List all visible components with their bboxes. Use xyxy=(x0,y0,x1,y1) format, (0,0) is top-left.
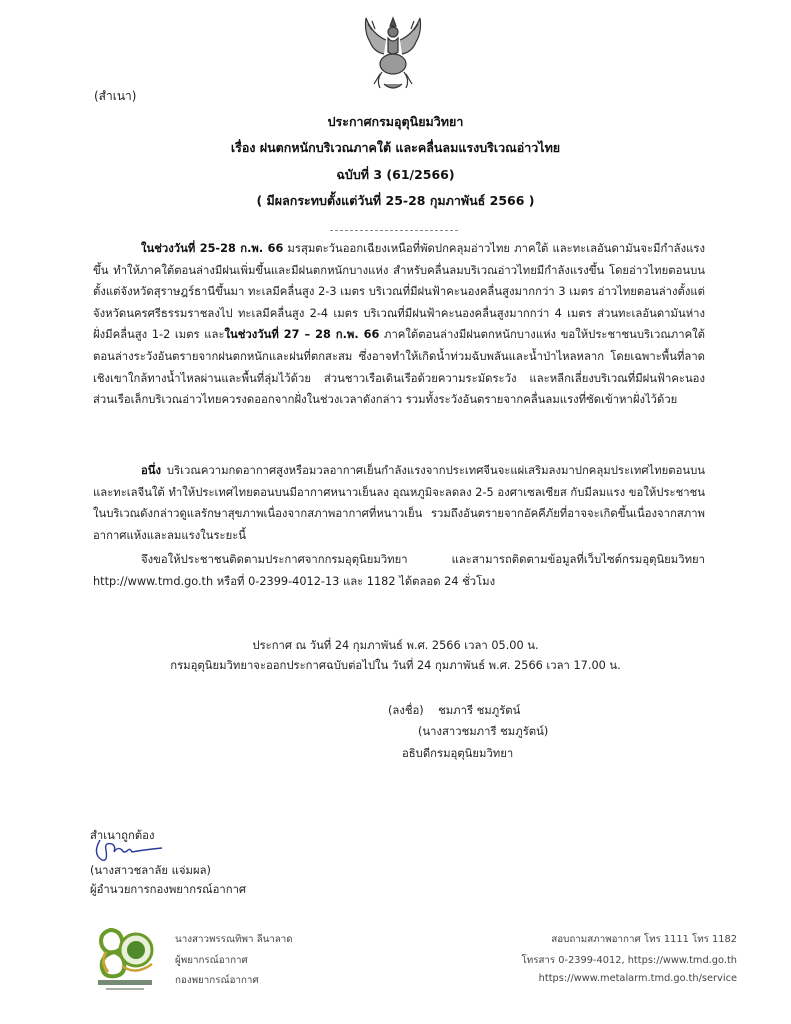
department-title: ประกาศกรมอุตุนิยมวิทยา xyxy=(327,114,464,129)
copy-tag: (สำเนา) xyxy=(94,89,137,103)
footer-fax-website[interactable]: โทรสาร 0-2399-4012, https://www.tmd.go.th xyxy=(521,955,737,966)
signatory-full-name: (นางสาวชมภารี ชมภูรัตน์) xyxy=(418,725,549,738)
tmd-80th-logo-icon xyxy=(92,922,158,994)
footer-phone: สอบถามสภาพอากาศ โทร 1111 โทร 1182 xyxy=(551,934,737,945)
next-issue-time: กรมอุตุนิยมวิทยาจะออกประกาศฉบับต่อไปใน วันที่ 24 กุมภาพันธ์ พ.ศ. 2566 เวลา 17.00 น. xyxy=(170,659,621,672)
certified-copy-label: สำเนาถูกต้อง xyxy=(90,829,155,842)
forecast-text-b: ภาคใต้ตอนล่างมีฝนตกหนักบางแห่ง ขอให้ประชาชนบริเวณภาคใต้ตอนล่างระวังอันตรายจากฝนตกหนักและฝนที่ตกสะสม ซึ่งอาจทำให้เกิดน้ำท่วมฉับพลันและน้ำป่าไหลหลาก โดยเฉพาะพื้นที่ลาดเชิงเขาใกล้ทางน้ำไหลผ่านและพื้นที่ลุ่มไว้ด้วย ส่วนชาวเรือเดินเรือด้วยความระมัดระวัง และหลีกเลี่ยงบริเวณที่มีฝนฟ้าคะนอง ส่วนเรือเล็กบริเวณอ่าวไทยควรงดออกจากฝั่งในช่วงเวลาดังกล่าว รวมทั้งระวังอันตรายจากคลื่นลมแรงที่ซัดเข้าหาฝั่งไว้ด้วย xyxy=(93,328,705,407)
separator-line xyxy=(330,230,458,231)
period-bold-1: ในช่วงวันที่ 25-28 ก.พ. 66 xyxy=(141,242,284,255)
paragraph-forecast xyxy=(93,238,705,411)
footer-service-link[interactable]: https://www.metalarm.tmd.go.th/service xyxy=(538,973,737,984)
forecast-text-a: มรสุมตะวันออกเฉียงเหนือที่พัดปกคลุมอ่าวไทย ภาคใต้ และทะเลอันดามันจะมีกำลังแรงขึ้น ทำให้ภาคใต้ตอนล่างมีฝนเพิ่มขึ้นและมีฝนตกหนักบางแห่ง สำหรับคลื่นลมบริเวณอ่าวไทยมีกำลังแรงขึ้น โดยอ่าวไทยตอนบนตั้งแต่จังหวัดสุราษฎร์ธานีขึ้นมา ทะเลมีคลื่นสูง 2-3 เมตร บริเวณที่มีฝนฟ้าคะนองคลื่นสูงมากกว่า 3 เมตร อ่าวไทยตอนล่างตั้งแต่จังหวัดนครศรีธรรมราชลงไป ทะเลมีคลื่นสูง 2-4 เมตร บริเวณที่มีฝนฟ้าคะนองคลื่นสูงมากกว่า 4 เมตร ส่วนทะเลอันดามันห่างฝั่งมีคลื่นสูง 1-2 เมตร และ xyxy=(93,242,705,342)
effective-period: ( มีผลกระทบตั้งแต่วันที่ 25-28 กุมภาพันธ์ 2566 ) xyxy=(256,193,535,208)
note-bold: อนึ่ง xyxy=(141,464,162,477)
footer-division: กองพยากรณ์อากาศ xyxy=(175,975,259,986)
garuda-emblem-icon xyxy=(358,12,428,94)
paragraph-cold-air xyxy=(93,460,705,546)
certifier-name: (นางสาวชลาลัย แจ่มผล) xyxy=(90,864,211,877)
paragraph-follow-up: จึงขอให้ประชาชนติดตามประกาศจากกรมอุตุนิยมวิทยา และสามารถติดตามข้อมูลที่เว็บไซต์กรมอุตุนิยมวิทยา http://www.tmd.go.th หรือที่ 0-2399-4012-13 และ 1182 ได้ตลอด 24 ชั่วโมง xyxy=(93,553,705,588)
handwritten-signature-icon xyxy=(90,836,165,864)
footer-forecaster-name: นางสาวพรรณทิพา ลีนาลาด xyxy=(175,934,293,945)
issue-number: ฉบับที่ 3 (61/2566) xyxy=(336,167,455,182)
signatory-position: อธิบดีกรมอุตุนิยมวิทยา xyxy=(402,747,514,760)
subject-title: เรื่อง ฝนตกหนักบริเวณภาคใต้ และคลื่นลมแรงบริเวณอ่าวไทย xyxy=(230,140,561,155)
announced-time: ประกาศ ณ วันที่ 24 กุมภาพันธ์ พ.ศ. 2566 เวลา 05.00 น. xyxy=(252,639,539,652)
cold-air-text: บริเวณความกดอากาศสูงหรือมวลอากาศเย็นกำลังแรงจากประเทศจีนจะแผ่เสริมลงมาปกคลุมประเทศไทยตอนบนและทะเลจีนใต้ ทำให้ประเทศไทยตอนบนมีอากาศหนาวเย็นลง อุณหภูมิจะลดลง 2-5 องศาเซลเซียส กับมีลมแรง ขอให้ประชาชนในบริเวณดังกล่าวดูแลรักษาสุขภาพเนื่องจากสภาพอากาศที่หนาวเย็น รวมถึงอันตรายจากอัคคีภัยที่อาจจะเกิดขึ้นเนื่องจากสภาพอากาศแห้งและลมแรงในระยะนี้ xyxy=(93,464,705,542)
period-bold-2: ในช่วงวันที่ 27 – 28 ก.พ. 66 xyxy=(224,328,380,342)
signed-line: (ลงชื่อ) ชมภารี ชมภูรัตน์ xyxy=(388,704,521,717)
certifier-position: ผู้อำนวยการกองพยากรณ์อากาศ xyxy=(90,883,247,896)
footer-forecaster-role: ผู้พยากรณ์อากาศ xyxy=(175,955,248,966)
